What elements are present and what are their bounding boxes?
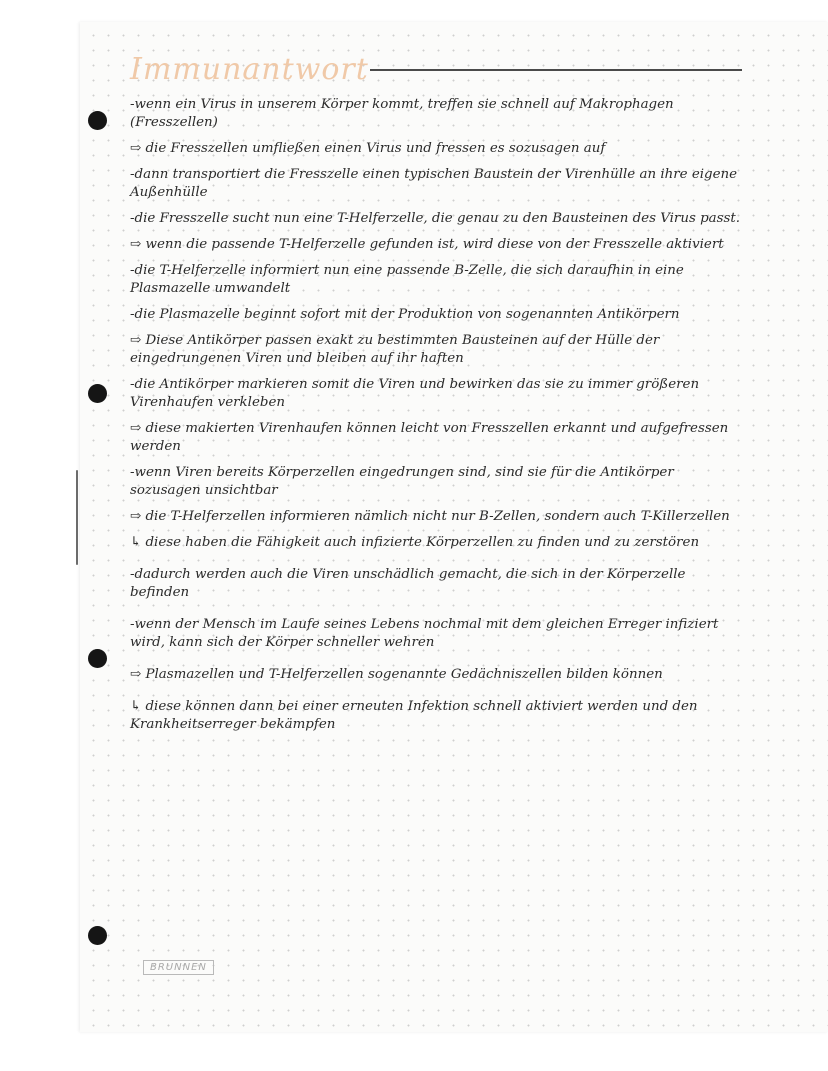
note-line: -die T-Helferzelle informiert nun eine passende B-Zelle, die sich daraufhin in eine Plasmazelle umwandelt bbox=[130, 263, 684, 296]
note-line: -die Fresszelle sucht nun eine T-Helferzelle, die genau zu den Bausteinen des Virus passt. bbox=[130, 211, 741, 226]
note-line: -dadurch werden auch die Viren unschädlich gemacht, die sich in der Körperzelle befinden bbox=[130, 567, 686, 600]
note-line: -wenn ein Virus in unserem Körper kommt, treffen sie schnell auf Makrophagen (Fresszellen) bbox=[130, 97, 674, 130]
note-line: ⇨ Plasmazellen und T-Helferzellen sogenannte Gedächniszellen bilden können bbox=[130, 667, 663, 682]
note-line: ⇨ Diese Antikörper passen exakt zu bestimmten Bausteinen auf der Hülle der eingedrungenen Viren und bleiben auf ihr haften bbox=[130, 333, 660, 366]
note-line: -dann transportiert die Fresszelle einen typischen Baustein der Virenhülle an ihre eigene Außenhülle bbox=[130, 167, 738, 200]
note-line: ↳ diese können dann bei einer erneuten Infektion schnell aktiviert werden und den Krankheitserreger bekämpfen bbox=[130, 699, 698, 732]
page-binding-edge bbox=[76, 470, 78, 565]
note-line: -die Antikörper markieren somit die Viren und bewirken das sie zu immer größeren Virenhaufen verkleben bbox=[130, 377, 700, 410]
note-line: ⇨ die Fresszellen umfließen einen Virus und fressen es sozusagen auf bbox=[130, 141, 606, 156]
note-line: ⇨ wenn die passende T-Helferzelle gefunden ist, wird diese von der Fresszelle aktiviert bbox=[130, 237, 724, 252]
title-underline bbox=[370, 69, 742, 71]
punch-hole-icon bbox=[88, 111, 107, 130]
page-title: Immunantwort bbox=[130, 52, 369, 87]
note-line: ⇨ die T-Helferzellen informieren nämlich nicht nur B-Zellen, sondern auch T-Killerzellen bbox=[130, 509, 730, 524]
note-line: -wenn Viren bereits Körperzellen eingedrungen sind, sind sie für die Antikörper sozusagen unsichtbar bbox=[130, 465, 674, 498]
brand-logo: BRUNNEN bbox=[143, 960, 214, 975]
notes-list bbox=[130, 96, 742, 742]
note-line: -wenn der Mensch im Laufe seines Lebens nochmal mit dem gleichen Erreger infiziert wird, kann sich der Körper schneller wehren bbox=[130, 617, 719, 650]
note-line: ↳ diese haben die Fähigkeit auch infizierte Körperzellen zu finden und zu zerstören bbox=[130, 535, 700, 550]
title-row bbox=[130, 52, 742, 92]
note-line: -die Plasmazelle beginnt sofort mit der Produktion von sogenannten Antikörpern bbox=[130, 307, 680, 322]
punch-hole-icon bbox=[88, 384, 107, 403]
punch-hole-icon bbox=[88, 649, 107, 668]
punch-hole-icon bbox=[88, 926, 107, 945]
note-line: ⇨ diese makierten Virenhaufen können leicht von Fresszellen erkannt und aufgefressen werden bbox=[130, 421, 729, 454]
